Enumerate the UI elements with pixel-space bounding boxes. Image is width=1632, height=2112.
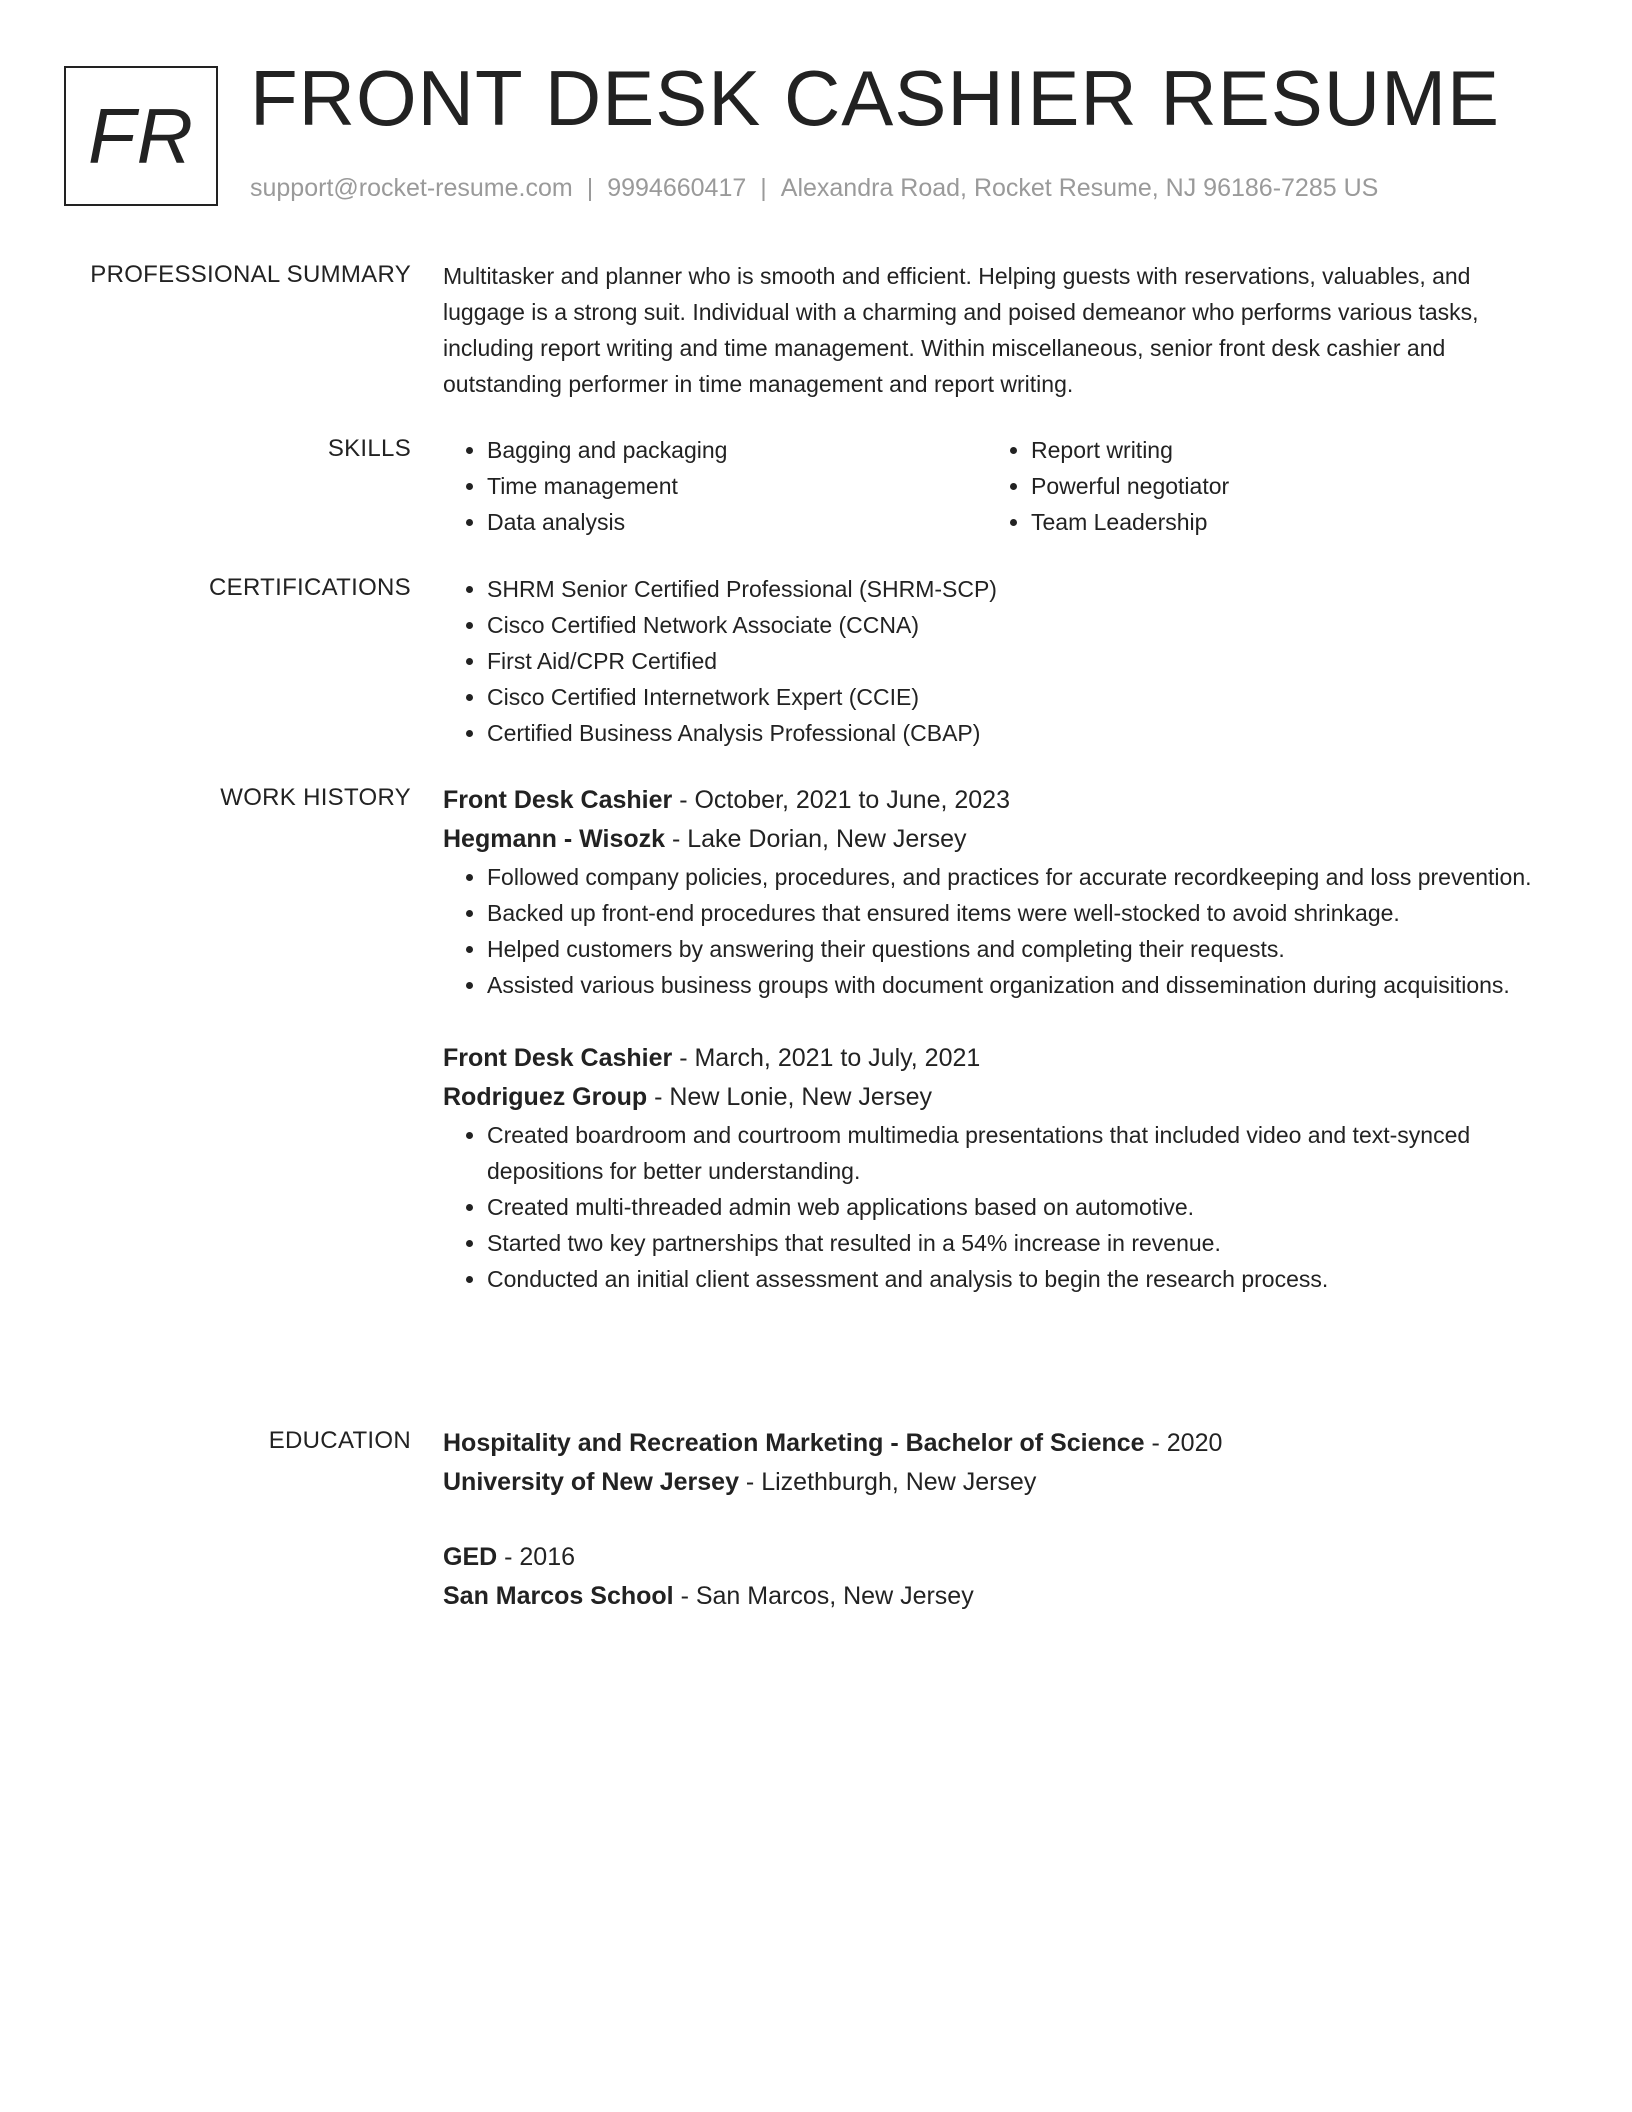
- job-entry: [443, 1039, 1551, 1297]
- job-duties-list: [443, 859, 1551, 1003]
- job-company: Hegmann - Wisozk: [443, 825, 666, 853]
- job-title-line: [443, 1039, 1551, 1078]
- job-duty: • Backed up front-end procedures that ensured items were well-stocked to avoid shrinkage.: [487, 895, 1551, 931]
- certifications-list: [443, 571, 1551, 751]
- job-duty: • Created boardroom and courtroom multimedia presentations that included video and text-synced depositions for better understanding.: [487, 1117, 1551, 1189]
- job-title: Front Desk Cashier: [443, 1044, 673, 1072]
- skills-list-left: [443, 432, 987, 540]
- job-title-line: [443, 781, 1551, 820]
- job-duty: • Helped customers by answering their questions and completing their requests.: [487, 931, 1551, 967]
- skill-item: • Report writing: [1031, 432, 1487, 468]
- job-duty: • Created multi-threaded admin web applications based on automotive.: [487, 1189, 1551, 1225]
- skill-item: • Time management: [487, 468, 987, 504]
- job-duty: • Started two key partnerships that resulted in a 54% increase in revenue.: [487, 1225, 1551, 1261]
- monogram-initials: FR: [88, 92, 194, 180]
- summary-text: Multitasker and planner who is smooth and efficient. Helping guests with reservations, valuables, and luggage is a strong suit. Individual with a charming and poised demeanor who performs various tasks, including report writing and time management. Within miscellaneous, senior front desk cashier and outstanding performer in time management and report writing.: [443, 263, 1479, 397]
- education-school-line: [443, 1463, 1551, 1502]
- skill-item: • Team Leadership: [1031, 504, 1487, 540]
- education-school-line: [443, 1577, 1551, 1616]
- skill-item: • Data analysis: [487, 504, 987, 540]
- job-duty: • Assisted various business groups with document organization and dissemination during acquisitions.: [487, 967, 1551, 1003]
- certification-item: • SHRM Senior Certified Professional (SHRM-SCP): [487, 571, 1551, 607]
- education-degree: GED: [443, 1543, 498, 1571]
- education-school: University of New Jersey: [443, 1468, 739, 1496]
- job-company: Rodriguez Group: [443, 1083, 648, 1111]
- section-label: PROFESSIONAL SUMMARY: [90, 261, 411, 288]
- contact-separator: |: [760, 174, 767, 202]
- certification-item: • Cisco Certified Internetwork Expert (CCIE): [487, 679, 1551, 715]
- certification-item: • Certified Business Analysis Professional (CBAP): [487, 715, 1551, 751]
- skill-item: • Bagging and packaging: [487, 432, 987, 468]
- education-location: - San Marcos, New Jersey: [673, 1582, 974, 1610]
- job-dates: - March, 2021 to July, 2021: [672, 1044, 981, 1072]
- job-location: - Lake Dorian, New Jersey: [665, 825, 967, 853]
- section-body: [443, 571, 1551, 751]
- job-location: - New Lonie, New Jersey: [647, 1083, 932, 1111]
- job-company-line: [443, 820, 1551, 859]
- section-body: [443, 432, 1551, 540]
- contact-phone[interactable]: 9994660417: [607, 174, 747, 202]
- job-dates: - October, 2021 to June, 2023: [672, 786, 1010, 814]
- contact-separator: |: [586, 174, 594, 202]
- job-company-line: [443, 1078, 1551, 1117]
- section-label: CERTIFICATIONS: [209, 574, 411, 601]
- section-body: [443, 1424, 1551, 1616]
- job-entry: [443, 781, 1551, 1003]
- education-year: - 2020: [1144, 1429, 1223, 1457]
- section-body: [443, 781, 1551, 1297]
- job-title: Front Desk Cashier: [443, 786, 673, 814]
- education-degree-line: [443, 1424, 1551, 1463]
- education-school: San Marcos School: [443, 1582, 674, 1610]
- education-entry: [443, 1538, 1551, 1616]
- contact-line: [250, 172, 1378, 205]
- certification-item: • First Aid/CPR Certified: [487, 643, 1551, 679]
- education-degree-line: [443, 1538, 1551, 1577]
- education-location: - Lizethburgh, New Jersey: [738, 1468, 1037, 1496]
- contact-address: Alexandra Road, Rocket Resume, NJ 96186-7285 US: [780, 174, 1379, 202]
- skills-grid: [443, 432, 1551, 540]
- monogram-box: [64, 66, 218, 206]
- section-label: EDUCATION: [268, 1427, 411, 1454]
- contact-email[interactable]: support@rocket-resume.com: [250, 174, 573, 202]
- skills-list-right: [987, 432, 1487, 540]
- education-degree: Hospitality and Recreation Marketing - Bachelor of Science: [443, 1429, 1145, 1457]
- section-label: WORK HISTORY: [220, 784, 411, 811]
- education-entry: [443, 1424, 1551, 1502]
- job-duty: • Followed company policies, procedures, and practices for accurate recordkeeping and loss prevention.: [487, 859, 1551, 895]
- education-year: - 2016: [497, 1543, 576, 1571]
- section-body: [443, 258, 1551, 402]
- resume-title: FRONT DESK CASHIER RESUME: [250, 54, 1501, 142]
- job-duties-list: [443, 1117, 1551, 1297]
- certification-item: • Cisco Certified Network Associate (CCNA): [487, 607, 1551, 643]
- skill-item: • Powerful negotiator: [1031, 468, 1487, 504]
- job-duty: • Conducted an initial client assessment and analysis to begin the research process.: [487, 1261, 1551, 1297]
- section-label: SKILLS: [327, 435, 411, 462]
